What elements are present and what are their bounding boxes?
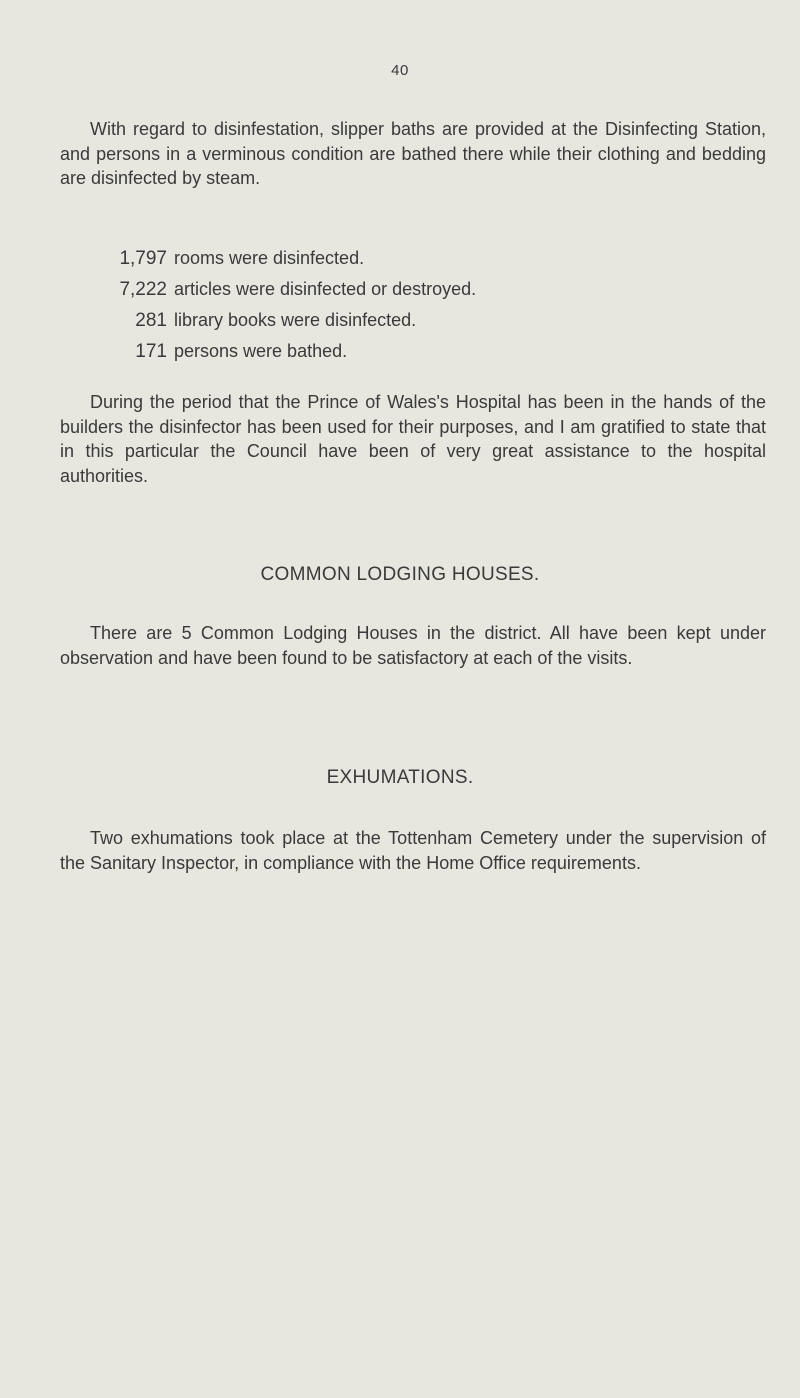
disinfection-statistics	[118, 243, 476, 367]
stat-text: articles were disinfected or destroyed.	[174, 279, 477, 299]
stat-text: persons were bathed.	[174, 341, 348, 361]
list-item	[118, 336, 476, 367]
stat-value: 7,222	[119, 279, 167, 300]
lodging-text: There are 5 Common Lodging Houses in the district. All have been kept under observation and have been found to be satisfactory at each of the visits.	[60, 623, 766, 668]
stat-text: library books were disinfected.	[174, 310, 417, 330]
exhumations-text: Two exhumations took place at the Tottenham Cemetery under the supervision of the Sanitary Inspector, in compliance with the Home Office requirements.	[60, 828, 766, 873]
hospital-text: During the period that the Prince of Wales's Hospital has been in the hands of the builders the disinfector has been used for their purposes, and I am gratified to state that in this particular the Council have been of very great assistance to the hospital authorities.	[60, 392, 766, 486]
stat-value: 171	[135, 341, 167, 362]
page-number: 40	[391, 62, 409, 79]
stat-text: rooms were disinfected.	[174, 248, 365, 268]
disinfestation-paragraph	[60, 117, 766, 191]
list-item	[118, 274, 476, 305]
list-item	[118, 243, 476, 274]
exhumations-heading: EXHUMATIONS.	[326, 767, 474, 788]
stat-value: 281	[135, 310, 167, 331]
lodging-paragraph	[60, 621, 766, 670]
common-lodging-houses-heading: COMMON LODGING HOUSES.	[260, 564, 540, 585]
stat-value: 1,797	[119, 248, 167, 269]
disinfestation-text: With regard to disinfestation, slipper baths are provided at the Disinfecting Station, and persons in a verminous condition are bathed there while their clothing and bedding are disinfected by steam.	[60, 119, 766, 188]
hospital-paragraph	[60, 390, 766, 488]
list-item	[118, 305, 476, 336]
exhumations-paragraph	[60, 826, 766, 875]
